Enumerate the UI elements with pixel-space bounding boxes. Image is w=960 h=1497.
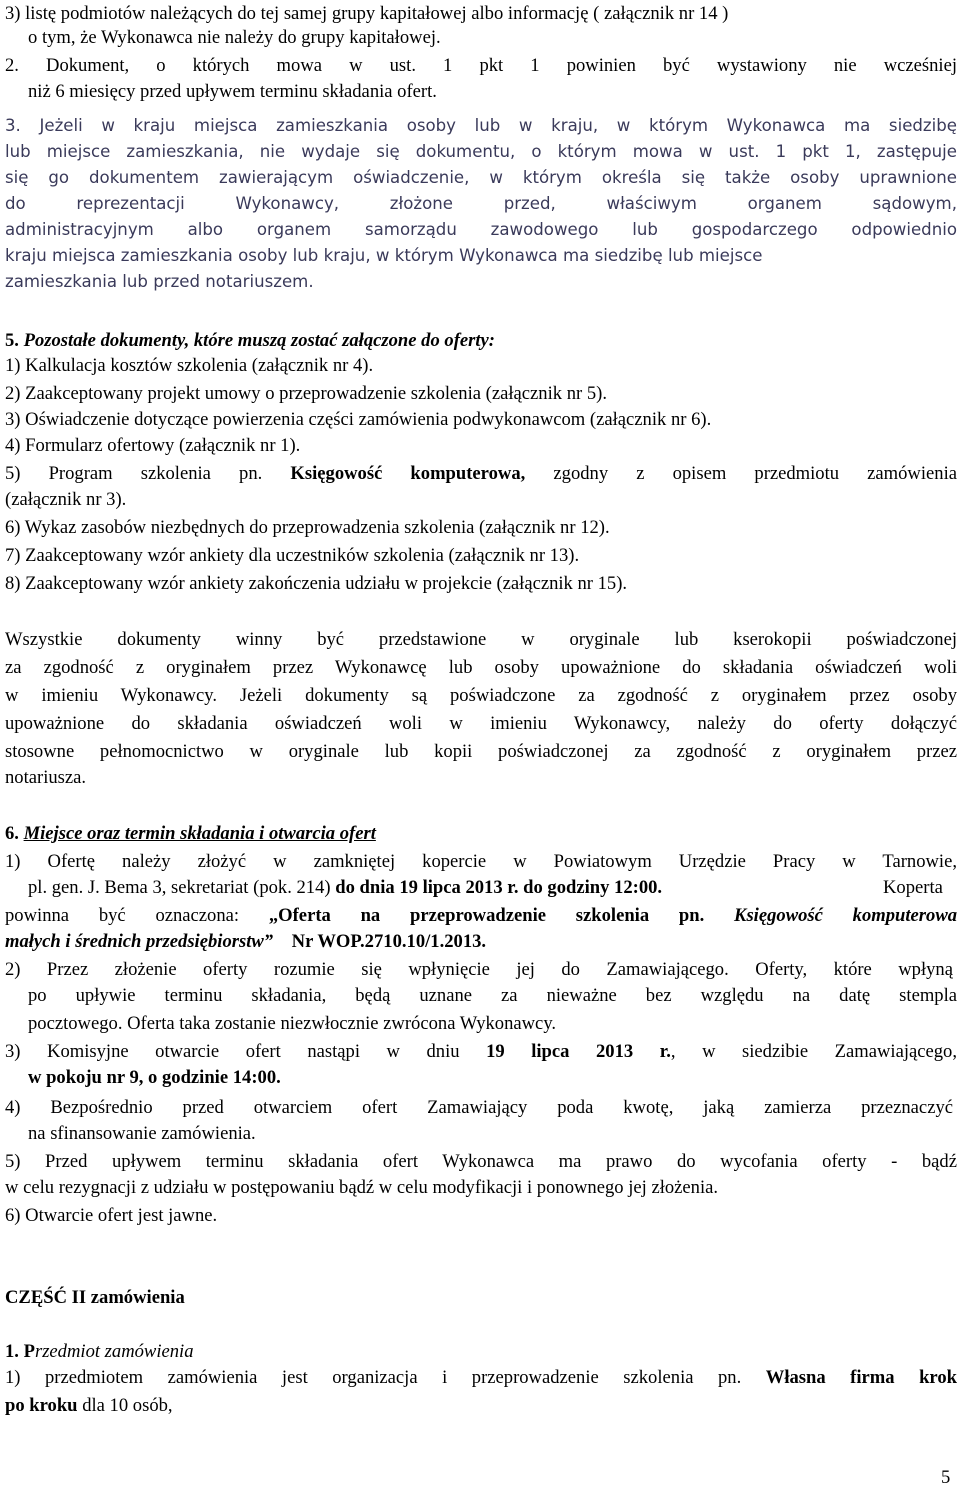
section-title: Miejsce oraz termin składania i otwarcia ofert: [23, 823, 376, 844]
paragraph-line: stosowne pełnomocnictwo w oryginale lub kopii poświadczonej za zgodność z oryginałem przez: [5, 741, 957, 762]
address-text: pl. gen. J. Bema 3, sekretariat (pok. 214): [28, 877, 331, 898]
part-heading: CZĘŚĆ II zamówienia: [5, 1287, 185, 1308]
subsection-title: rzedmiot zamówienia: [34, 1341, 194, 1362]
section-number: 5.: [5, 330, 19, 351]
text-line: 3) listę podmiotów należących do tej samej grupy kapitałowej albo informację ( załącznik nr 14 ): [5, 3, 729, 24]
list-item: 6) Otwarcie ofert jest jawne.: [5, 1205, 218, 1226]
list-item-text: , w siedzibie Zamawiającego,: [670, 1041, 957, 1062]
text-line: lub miejsce zamieszkania, nie wydaje się dokumentu, o którym mowa w ust. 1 pkt 1, zastępuje: [5, 142, 957, 161]
list-item-text: zgodny z opisem przedmiotu zamówienia: [553, 463, 957, 484]
list-item-continuation: (załącznik nr 3).: [5, 489, 127, 510]
envelope-label: „Oferta na przeprowadzenie szkolenia pn.: [268, 905, 705, 926]
deadline-text: do dnia 19 lipca 2013 r. do godziny 12:00.: [335, 877, 663, 898]
course-name: Księgowość komputerowa: [734, 905, 957, 926]
course-name: Księgowość komputerowa,: [290, 463, 526, 484]
list-item-continuation: w pokoju nr 9, o godzinie 14:00.: [28, 1067, 281, 1088]
text-line: kraju miejsca zamieszkania osoby lub kraju, w którym Wykonawca ma siedzibę lub miejsce: [5, 246, 763, 265]
text-line: o tym, że Wykonawca nie należy do grupy kapitałowej.: [28, 27, 441, 48]
list-item-text: 1) przedmiotem zamówienia jest organizacja i przeprowadzenie szkolenia pn.: [5, 1367, 742, 1388]
list-item-text: 3) Komisyjne otwarcie ofert nastąpi w dniu: [5, 1041, 460, 1062]
list-item: 6) Wykaz zasobów niezbędnych do przeprowadzenia szkolenia (załącznik nr 12).: [5, 517, 610, 538]
text-line: 3. Jeżeli w kraju miejsca zamieszkania osoby lub w kraju, w którym Wykonawca ma siedzibę: [5, 116, 957, 135]
section-number: 6.: [5, 823, 19, 844]
paragraph-line: w imieniu Wykonawcy. Jeżeli dokumenty są poświadczone za zgodność z oryginałem przez osoby: [5, 685, 957, 706]
text-line: 2. Dokument, o których mowa w ust. 1 pkt 1 powinien być wystawiony nie wcześniej: [5, 55, 957, 76]
list-item-text: 5) Program szkolenia pn.: [5, 463, 263, 484]
text-line: niż 6 miesięcy przed upływem terminu składania ofert.: [28, 81, 437, 102]
list-item: [5, 1040, 957, 1065]
list-item-text: powinna być oznaczona:: [5, 905, 240, 926]
list-item-continuation: pocztowego. Oferta taka zostanie niezwłocznie zwrócona Wykonawcy.: [28, 1013, 557, 1034]
list-item-continuation: [5, 904, 957, 929]
list-item-continuation: [28, 876, 662, 900]
course-name: małych i średnich przedsiębiorstw”: [5, 931, 274, 952]
list-item-continuation: [5, 1394, 173, 1418]
course-name: po kroku: [5, 1395, 78, 1416]
text-line: się go dokumentem zawierającym oświadczenie, w którym określa się także osoby uprawnione: [5, 168, 957, 187]
section-6-heading: [5, 822, 376, 846]
list-item-continuation: po upływie terminu składania, będą uznane za nieważne bez względu na datę stempla: [28, 985, 957, 1006]
text-line: administracyjnym albo organem samorządu zawodowego lub gospodarczego odpowiednio: [5, 220, 957, 239]
reference-number: Nr WOP.2710.10/1.2013.: [291, 931, 487, 952]
section-5-heading: [5, 329, 495, 353]
list-item-continuation: na sfinansowanie zamówienia.: [28, 1123, 256, 1144]
list-item: 1) Ofertę należy złożyć w zamkniętej kopercie w Powiatowym Urzędzie Pracy w Tarnowie,: [5, 851, 957, 872]
paragraph-line: upoważnione do składania oświadczeń woli w imieniu Wykonawcy, należy do oferty dołączyć: [5, 713, 957, 734]
list-item: 2) Zaakceptowany projekt umowy o przeprowadzenie szkolenia (załącznik nr 5).: [5, 383, 607, 404]
list-item-continuation: [5, 930, 486, 954]
course-name: Własna firma krok: [765, 1367, 957, 1388]
list-item: [5, 1366, 957, 1391]
list-item: 5) Przed upływem terminu składania ofert Wykonawca ma prawo do wycofania oferty - bądź: [5, 1151, 957, 1172]
list-item: 1) Kalkulacja kosztów szkolenia (załącznik nr 4).: [5, 355, 374, 376]
text-line: do reprezentacji Wykonawcy, złożone przed, właściwym organem sądowym,: [5, 194, 957, 213]
page-number: 5: [941, 1467, 951, 1488]
paragraph-line: za zgodność z oryginałem przez Wykonawcę lub osoby upoważnione do składania oświadczeń woli: [5, 657, 957, 678]
paragraph-line: Wszystkie dokumenty winny być przedstawione w oryginale lub kserokopii poświadczonej: [5, 629, 957, 650]
opening-date: 19 lipca 2013 r.: [486, 1041, 671, 1062]
list-item: [5, 462, 957, 487]
list-item: 4) Bezpośrednio przed otwarciem ofert Zamawiający poda kwotę, jaką zamierza przeznaczyć: [5, 1097, 953, 1118]
subsection-heading: [5, 1340, 194, 1364]
text-line: zamieszkania lub przed notariuszem.: [5, 272, 314, 291]
subsection-number: 1. P: [5, 1341, 35, 1362]
paragraph-line: notariusza.: [5, 767, 87, 788]
list-item: 7) Zaakceptowany wzór ankiety dla uczestników szkolenia (załącznik nr 13).: [5, 545, 580, 566]
list-item-text: dla 10 osób,: [82, 1395, 173, 1416]
list-item: 4) Formularz ofertowy (załącznik nr 1).: [5, 435, 301, 456]
section-title: Pozostałe dokumenty, które muszą zostać załączone do oferty:: [23, 330, 495, 351]
list-item-continuation: Koperta: [883, 877, 943, 898]
list-item: 3) Oświadczenie dotyczące powierzenia części zamówienia podwykonawcom (załącznik nr 6).: [5, 409, 712, 430]
list-item: 2) Przez złożenie oferty rozumie się wpłynięcie jej do Zamawiającego. Oferty, które wpłyną: [5, 959, 953, 980]
list-item: 8) Zaakceptowany wzór ankiety zakończenia udziału w projekcie (załącznik nr 15).: [5, 573, 628, 594]
list-item-continuation: w celu rezygnacji z udziału w postępowaniu bądź w celu modyfikacji i ponownego jej złożenia.: [5, 1177, 719, 1198]
